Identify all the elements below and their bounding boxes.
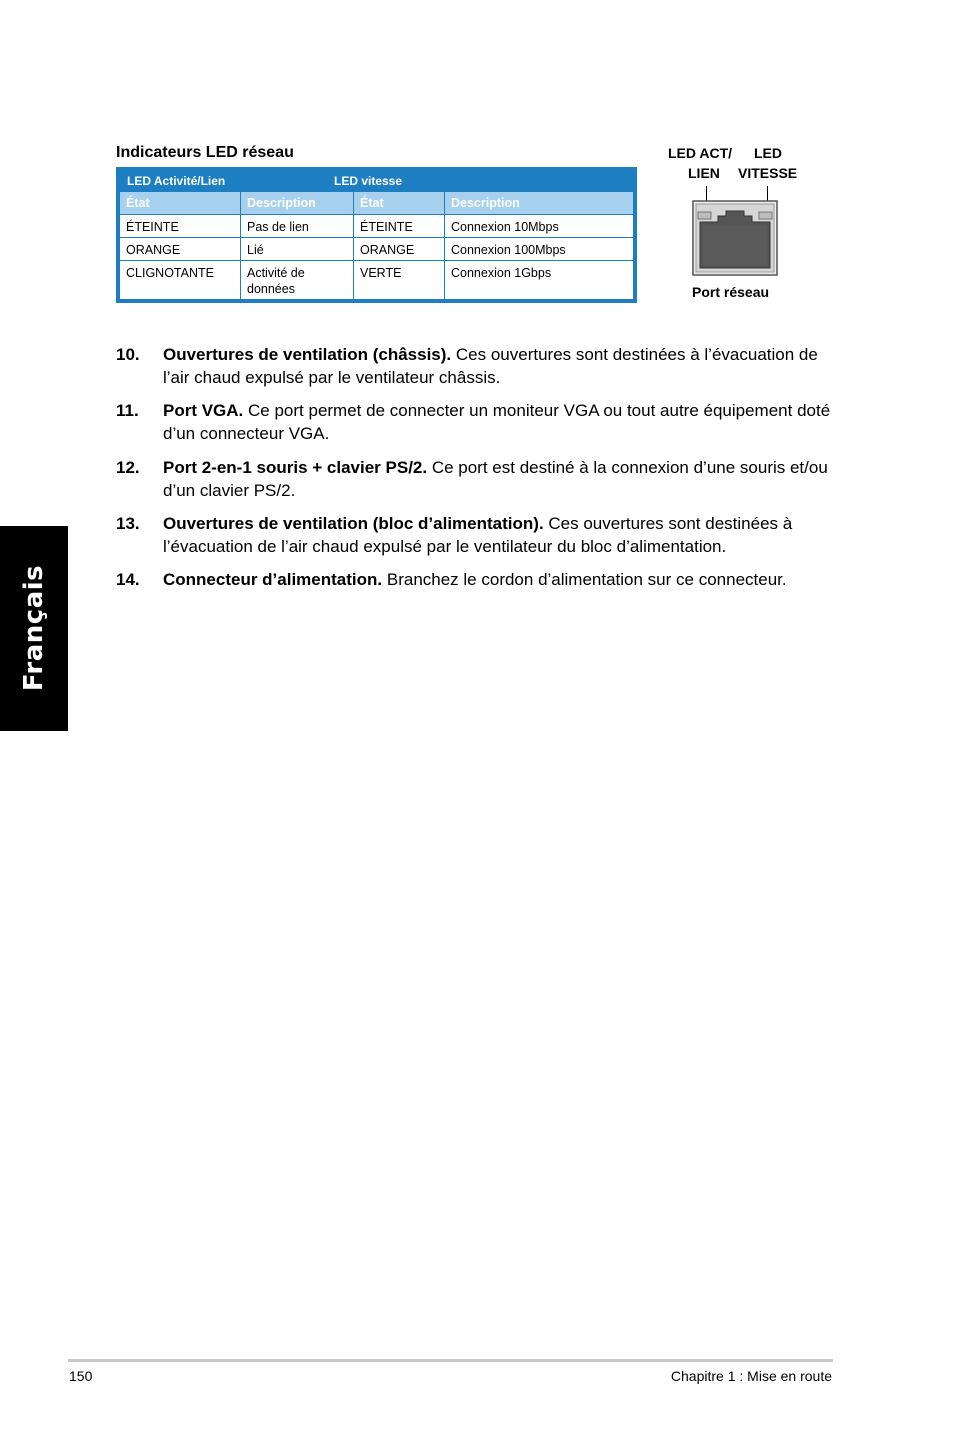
table-cell: ÉTEINTE <box>354 215 445 238</box>
language-label: Français <box>19 564 49 692</box>
item-term: Connecteur d’alimentation. <box>163 570 383 589</box>
led-indicator-table <box>116 167 637 303</box>
list-item <box>116 343 836 389</box>
table-cell: Connexion 1Gbps <box>445 261 634 300</box>
activity-led-group-label: LED Activité/Lien <box>127 174 226 188</box>
column-header-description-speed: Description <box>445 192 634 215</box>
item-term: Ouvertures de ventilation (châssis). <box>163 345 452 364</box>
column-header-state-speed: État <box>354 192 445 215</box>
page-number: 150 <box>69 1368 93 1384</box>
column-header-state-activity: État <box>120 192 241 215</box>
footer-divider <box>68 1359 833 1362</box>
item-number: 10. <box>116 345 140 364</box>
speed-led-group-label: LED vitesse <box>334 174 403 188</box>
item-term: Port 2-en-1 souris + clavier PS/2. <box>163 458 428 477</box>
item-number: 12. <box>116 458 140 477</box>
table-cell: Connexion 100Mbps <box>445 238 634 261</box>
item-number: 14. <box>116 570 140 589</box>
item-text: Branchez le cordon d’alimentation sur ce connecteur. <box>382 570 787 589</box>
table-cell: VERTE <box>354 261 445 300</box>
led-section-title: Indicateurs LED réseau <box>116 144 294 161</box>
table-row <box>120 238 633 261</box>
table-cell: ORANGE <box>354 238 445 261</box>
list-item <box>116 568 836 591</box>
item-term: Ouvertures de ventilation (bloc d’alimentation). <box>163 514 544 533</box>
table-cell: ÉTEINTE <box>120 215 241 238</box>
led-act-label-line1: LED ACT/ <box>668 145 733 161</box>
item-text: Ces ouvertures sont destinées à l’évacuation de l’air chaud expulsé par le ventilateur châssis. <box>163 345 818 387</box>
list-item <box>116 512 836 558</box>
table-row <box>120 261 633 300</box>
list-item <box>116 456 836 502</box>
table-cell: Connexion 10Mbps <box>445 215 634 238</box>
table-cell: Activité de données <box>241 261 354 300</box>
table-cell: Lié <box>241 238 354 261</box>
item-term: Port VGA. <box>163 401 244 420</box>
item-text: Ces ouvertures sont destinées à l’évacuation de l’air chaud expulsé par le ventilateur du bloc d’alimentation. <box>163 514 793 556</box>
table-row <box>120 215 633 238</box>
chapter-title: Chapitre 1 : Mise en route <box>670 1368 832 1384</box>
item-number: 13. <box>116 514 140 533</box>
led-table <box>120 192 633 299</box>
column-header-description-activity: Description <box>241 192 354 215</box>
led-speed-label-line1: LED <box>754 145 782 161</box>
item-number: 11. <box>116 401 139 420</box>
table-header-row <box>120 192 633 215</box>
language-side-tab <box>0 526 68 731</box>
network-port-icon <box>692 200 778 276</box>
table-cell: Pas de lien <box>241 215 354 238</box>
led-act-label-line2: LIEN <box>688 165 720 181</box>
led-group-header <box>120 167 633 192</box>
list-item <box>116 399 836 445</box>
item-text: Ce port permet de connecter un moniteur VGA ou tout autre équipement doté d’un connecteur VGA. <box>163 401 831 443</box>
network-port-caption: Port réseau <box>692 284 770 300</box>
table-cell: CLIGNOTANTE <box>120 261 241 300</box>
item-text: Ce port est destiné à la connexion d’une souris et/ou d’un clavier PS/2. <box>163 458 828 500</box>
led-speed-label-line2: VITESSE <box>738 165 798 181</box>
table-cell: ORANGE <box>120 238 241 261</box>
